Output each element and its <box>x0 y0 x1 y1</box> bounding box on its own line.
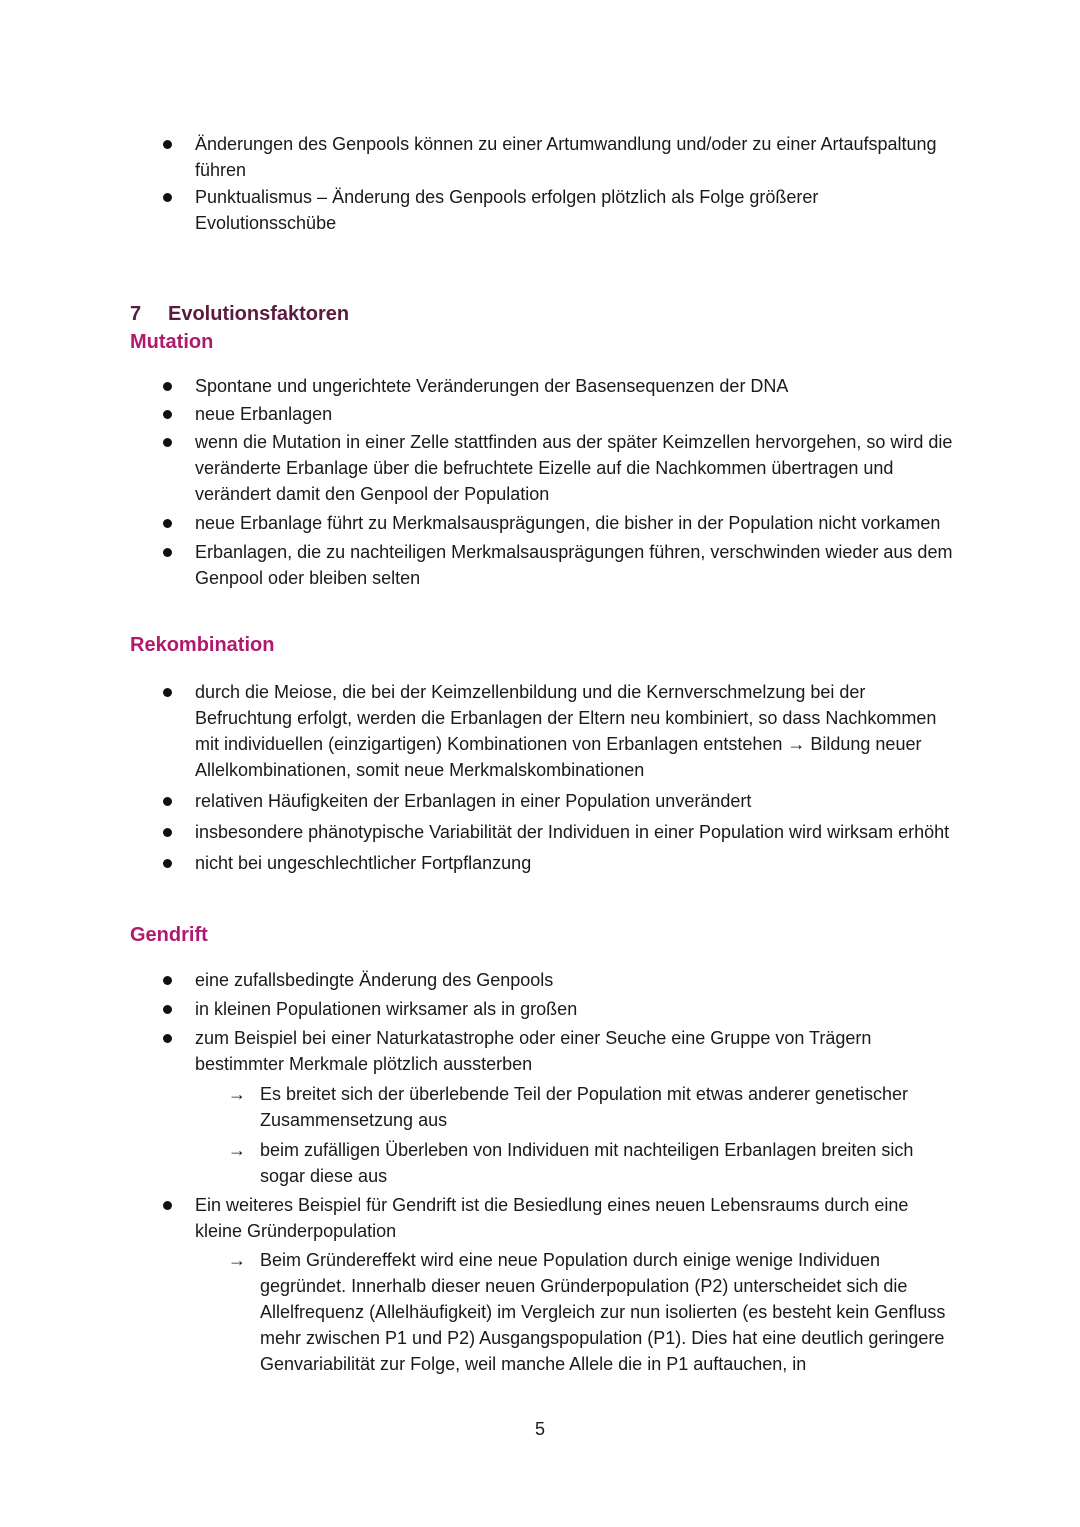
list-item: in kleinen Populationen wirksamer als in großen <box>0 996 955 1022</box>
arrow-right-icon: → <box>228 1250 246 1270</box>
section-title: Evolutionsfaktoren <box>168 303 350 325</box>
intro-bullet-list <box>0 131 1080 236</box>
bullet-icon <box>163 140 172 149</box>
rekombination-heading: Rekombination <box>130 634 275 656</box>
bullet-icon <box>163 1034 172 1043</box>
bullet-icon <box>163 859 172 868</box>
list-item: neue Erbanlage führt zu Merkmalsausprägungen, die bisher in der Population nicht vorkamen <box>0 510 955 536</box>
list-item: durch die Meiose, die bei der Keimzellenbildung und die Kernverschmelzung bei der Befruchtung erfolgt, werden die Erbanlagen der Eltern neu kombiniert, so dass Nachkommen mit individuellen (einzigartigen) Kombinationen von Erbanlagen entstehen → Bildung neuer Allelkombinationen, somit neue Merkmalskombinationen <box>0 679 955 783</box>
list-item: wenn die Mutation in einer Zelle stattfinden aus der später Keimzellen hervorgehen, so wird die veränderte Erbanlage über die befruchtete Eizelle auf die Nachkommen übertragen und verändert damit den Genpool der Population <box>0 429 955 507</box>
list-item: Spontane und ungerichtete Veränderungen der Basensequenzen der DNA <box>0 373 955 399</box>
list-item: nicht bei ungeschlechtlicher Fortpflanzung <box>0 850 955 876</box>
list-item: zum Beispiel bei einer Naturkatastrophe oder einer Seuche eine Gruppe von Trägern bestimmter Merkmale plötzlich aussterben <box>0 1025 955 1077</box>
sub-list-item: → beim zufälligen Überleben von Individuen mit nachteiligen Erbanlagen breiten sich sogar diese aus <box>0 1137 950 1189</box>
list-item: relativen Häufigkeiten der Erbanlagen in einer Population unverändert <box>0 788 955 814</box>
list-item: insbesondere phänotypische Variabilität der Individuen in einer Population wird wirksam erhöht <box>0 819 955 845</box>
rekombination-bullet-list <box>0 679 1080 876</box>
sub-list-item: → Beim Gründereffekt wird eine neue Population durch einige wenige Individuen gegründet. Innerhalb dieser neuen Gründerpopulation (P2) unterscheidet sich die Allelfrequenz (Allelhäufigkeit) im Vergleich zur nun isolierten (es besteht kein Genfluss mehr zwischen P1 und P2) Ausgangspopulation (P1). Dies hat eine deutlich geringere Genvariabilität zur Folge, weil manche Allele die in P1 auftauchen, in <box>0 1247 950 1377</box>
bullet-icon <box>163 828 172 837</box>
bullet-icon <box>163 1005 172 1014</box>
list-item: Änderungen des Genpools können zu einer Artumwandlung und/oder zu einer Artaufspaltung führen <box>0 131 955 183</box>
list-item: neue Erbanlagen <box>0 401 955 427</box>
section-number: 7 <box>130 303 142 325</box>
bullet-icon <box>163 1201 172 1210</box>
bullet-icon <box>163 688 172 697</box>
bullet-icon <box>163 193 172 202</box>
mutation-heading: Mutation <box>130 331 214 353</box>
gendrift-bullet-list-2 <box>0 1192 1080 1244</box>
list-item: eine zufallsbedingte Änderung des Genpools <box>0 967 955 993</box>
arrow-right-icon: → <box>228 1084 246 1104</box>
bullet-icon <box>163 410 172 419</box>
bullet-icon <box>163 548 172 557</box>
bullet-icon <box>163 438 172 447</box>
bullet-icon <box>163 382 172 391</box>
sub-list-item: → Es breitet sich der überlebende Teil der Population mit etwas anderer genetischer Zusammensetzung aus <box>0 1081 950 1133</box>
list-item: Punktualismus – Änderung des Genpools erfolgen plötzlich als Folge größerer Evolutionsschübe <box>0 184 955 236</box>
section-heading <box>130 301 349 327</box>
arrow-right-icon: → <box>228 1140 246 1160</box>
mutation-bullet-list <box>0 373 1080 591</box>
gendrift-heading: Gendrift <box>130 924 208 946</box>
bullet-icon <box>163 797 172 806</box>
page-number: 5 <box>534 1419 545 1439</box>
gendrift-bullet-list <box>0 967 1080 1077</box>
gendrift-sub-list-b <box>0 1247 1080 1377</box>
bullet-icon <box>163 519 172 528</box>
list-item: Ein weiteres Beispiel für Gendrift ist die Besiedlung eines neuen Lebensraums durch eine kleine Gründerpopulation <box>0 1192 955 1244</box>
list-item: Erbanlagen, die zu nachteiligen Merkmalsausprägungen führen, verschwinden wieder aus dem Genpool oder bleiben selten <box>0 539 955 591</box>
gendrift-sub-list-a <box>0 1081 1080 1189</box>
bullet-icon <box>163 976 172 985</box>
